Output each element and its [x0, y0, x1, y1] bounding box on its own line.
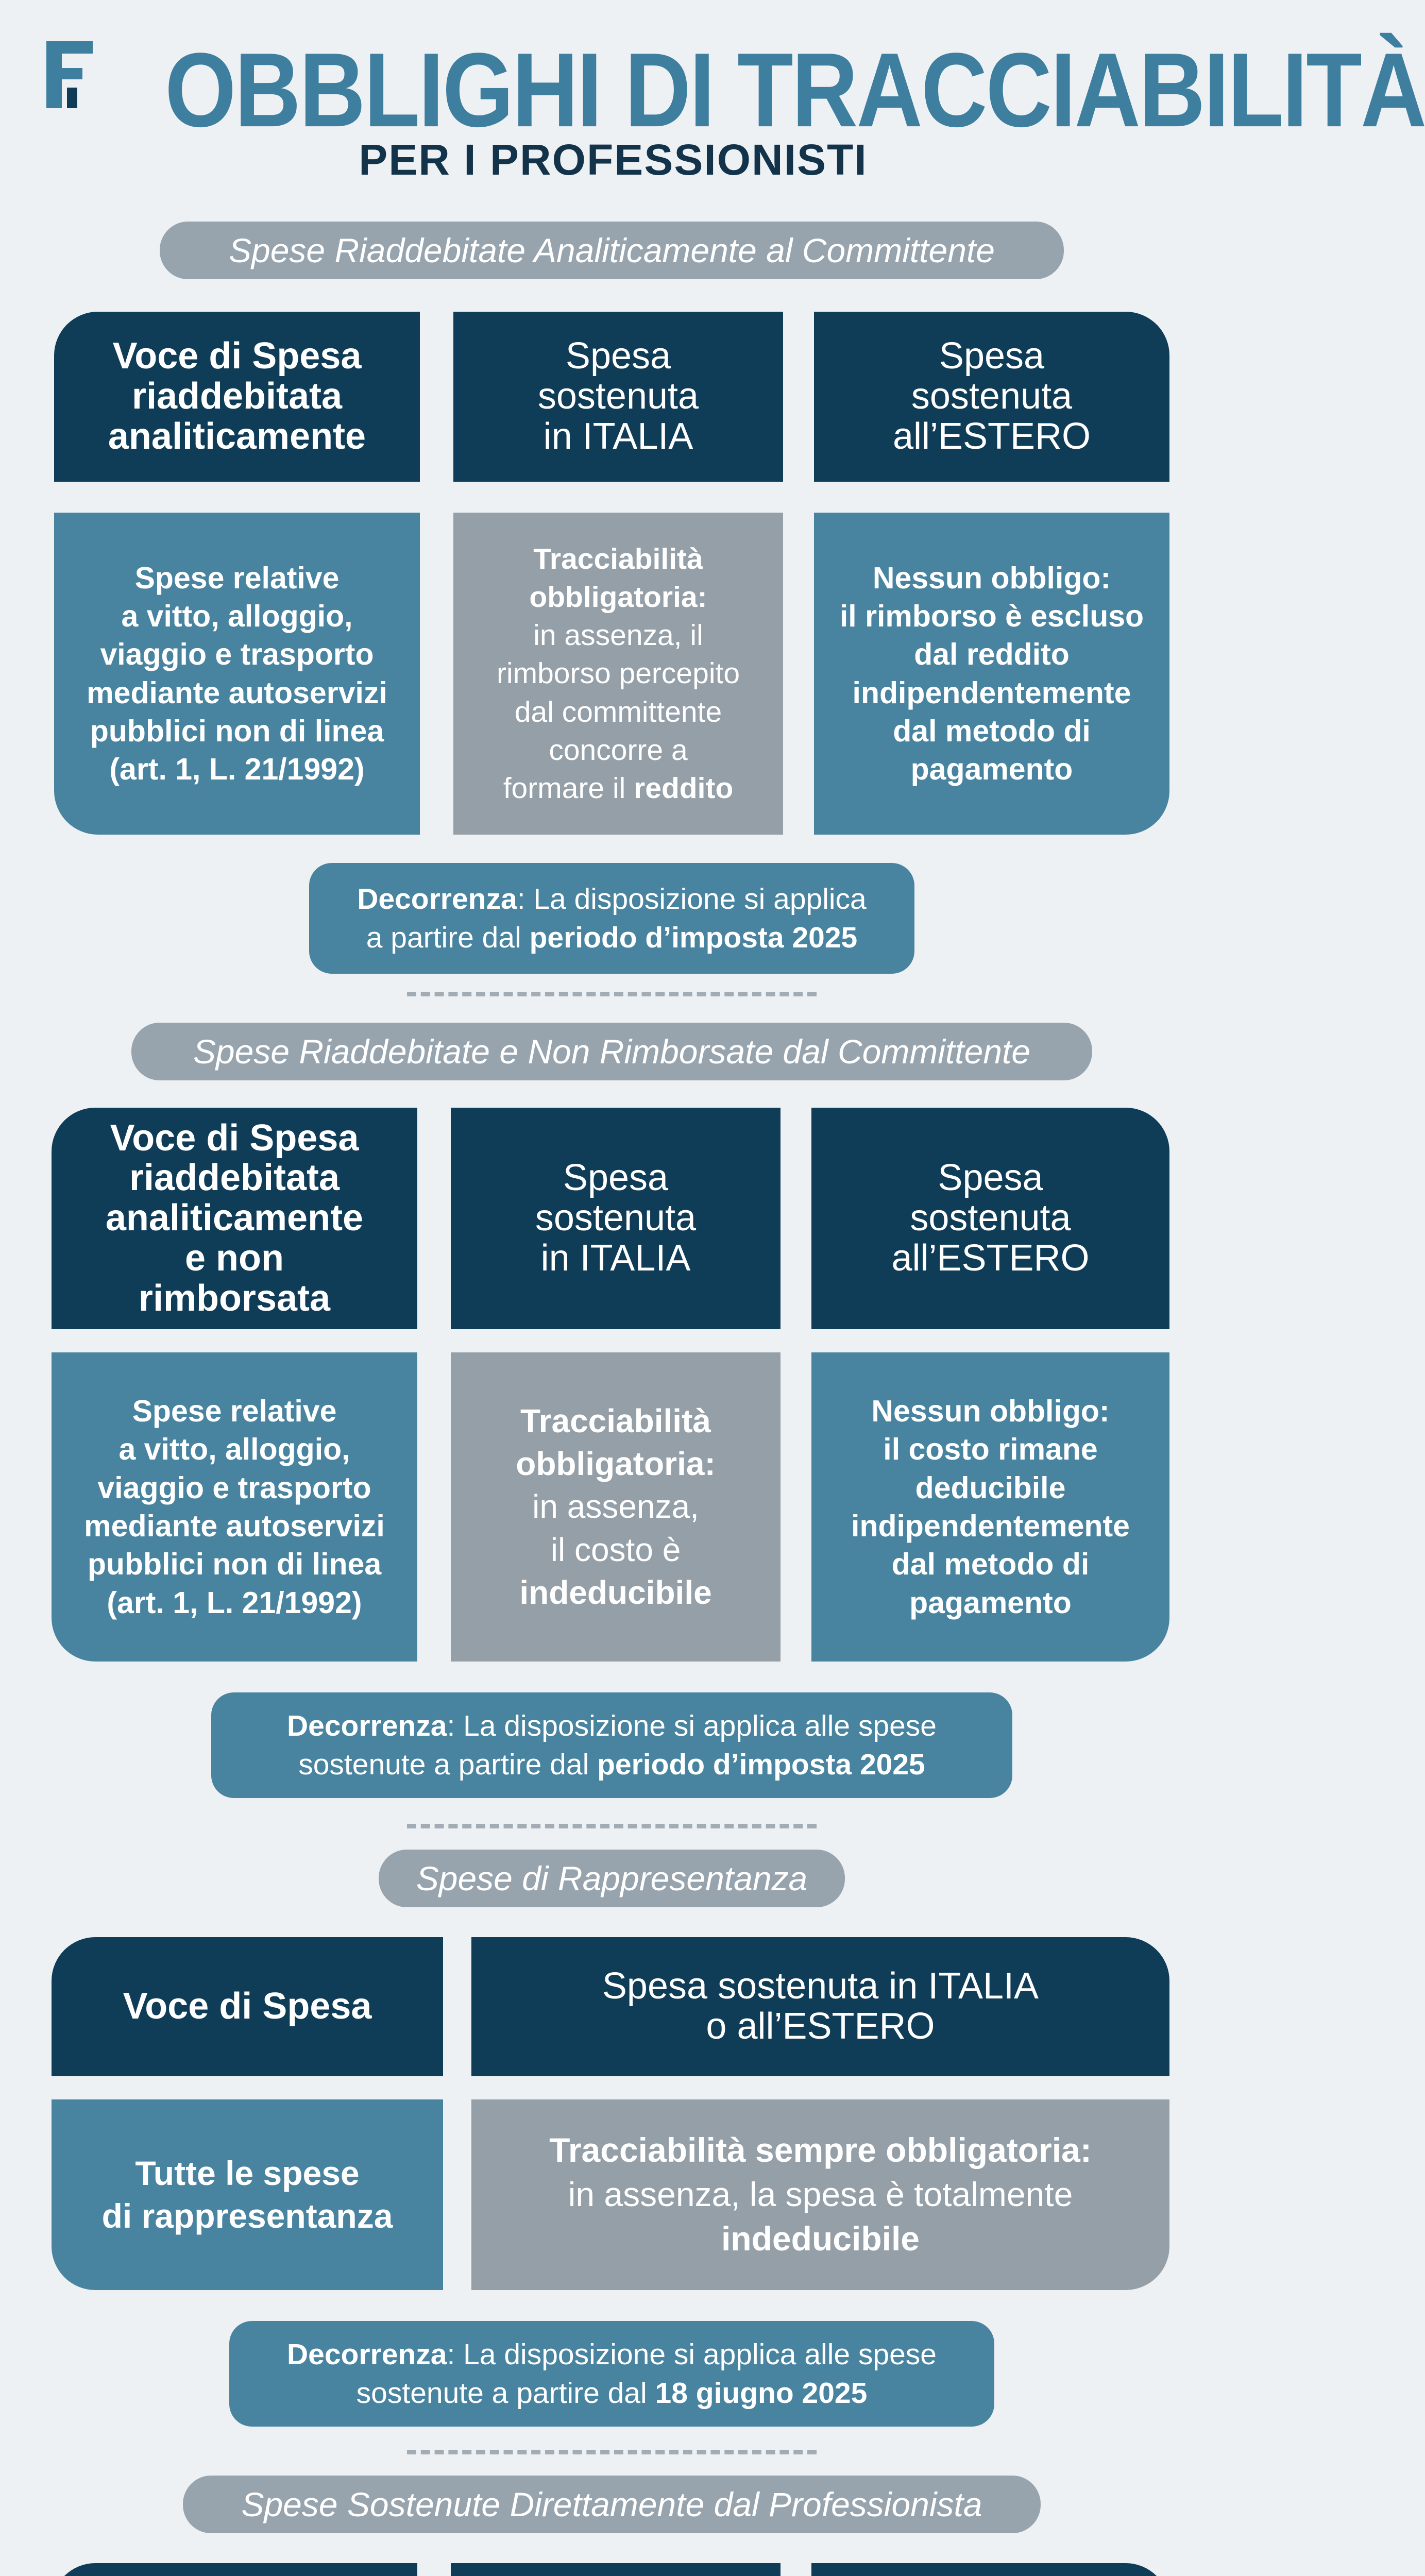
decorrenza-box: Decorrenza: La disposizione si applica alle spese sostenute a partire dal periodo d’imposta 2025: [211, 1692, 1012, 1798]
section-label: Spese Riaddebitate e Non Rimborsate dal Committente: [131, 1023, 1092, 1080]
section-label: Spese di Rappresentanza: [379, 1850, 845, 1907]
page-title: OBBLIGHI DI TRACCIABILITÀ: [165, 31, 1425, 149]
cell-voce-spesa: Tutte le spese di rappresentanza: [52, 2099, 443, 2290]
cell-voce-spesa: Spese relative a vitto, alloggio, viaggio e trasporto mediante autoservizi pubblici non di linea (art. 1, L. 21/1992): [52, 1352, 417, 1662]
cell-estero: Nessun obbligo: il rimborso è escluso dal reddito indipendentemente dal metodo di pagamento: [814, 513, 1169, 835]
cell-italia: Tracciabilità obbligatoria: in assenza, il costo è indeducibile: [451, 1352, 781, 1662]
cell-voce-spesa: Spese relative a vitto, alloggio, viaggio e trasporto mediante autoservizi pubblici non di linea (art. 1, L. 21/1992): [54, 513, 420, 835]
header-spesa-italia: [451, 2563, 781, 2576]
header-spesa-estero: [811, 2563, 1169, 2576]
section-label: Spese Sostenute Direttamente dal Professionista: [183, 2476, 1041, 2533]
header-voce-di-spesa: Voce di Spesa riaddebitata analiticamente: [54, 312, 420, 482]
section-divider: [407, 2450, 817, 2454]
page-subtitle: PER I PROFESSIONISTI: [359, 135, 868, 184]
cell-estero: Nessun obbligo: il costo rimane deducibile indipendentemente dal metodo di pagamento: [811, 1352, 1169, 1662]
cell-italia-estero: Tracciabilità sempre obbligatoria: in assenza, la spesa è totalmente indeducibile: [471, 2099, 1169, 2290]
header-spesa-italia: Spesa sostenuta in ITALIA: [451, 1108, 781, 1329]
section-divider: [407, 1824, 817, 1828]
section-divider: [407, 992, 817, 996]
header-spesa-italia-estero: Spesa sostenuta in ITALIA o all’ESTERO: [471, 1937, 1169, 2076]
header-spesa-estero: Spesa sostenuta all’ESTERO: [811, 1108, 1169, 1329]
header-voce-di-spesa: Voce di Spesa riaddebitata analiticamente e non rimborsata: [52, 1108, 417, 1329]
header-voce-di-spesa: Voce di Spesa: [52, 1937, 443, 2076]
decorrenza-box: Decorrenza: La disposizione si applica alle spese sostenute a partire dal 18 giugno 2025: [229, 2321, 994, 2427]
header-spesa-italia: Spesa sostenuta in ITALIA: [453, 312, 783, 482]
section-label: Spese Riaddebitate Analiticamente al Committente: [160, 222, 1064, 279]
decorrenza-box: Decorrenza: La disposizione si applica a partire dal periodo d’imposta 2025: [309, 863, 914, 974]
header-spesa-estero: Spesa sostenuta all’ESTERO: [814, 312, 1169, 482]
header-voce-di-spesa: [52, 2563, 417, 2576]
cell-italia: Tracciabilità obbligatoria: in assenza, il rimborso percepito dal committente concorre a formare il reddito: [453, 513, 783, 835]
f-logo-icon: [46, 41, 93, 108]
